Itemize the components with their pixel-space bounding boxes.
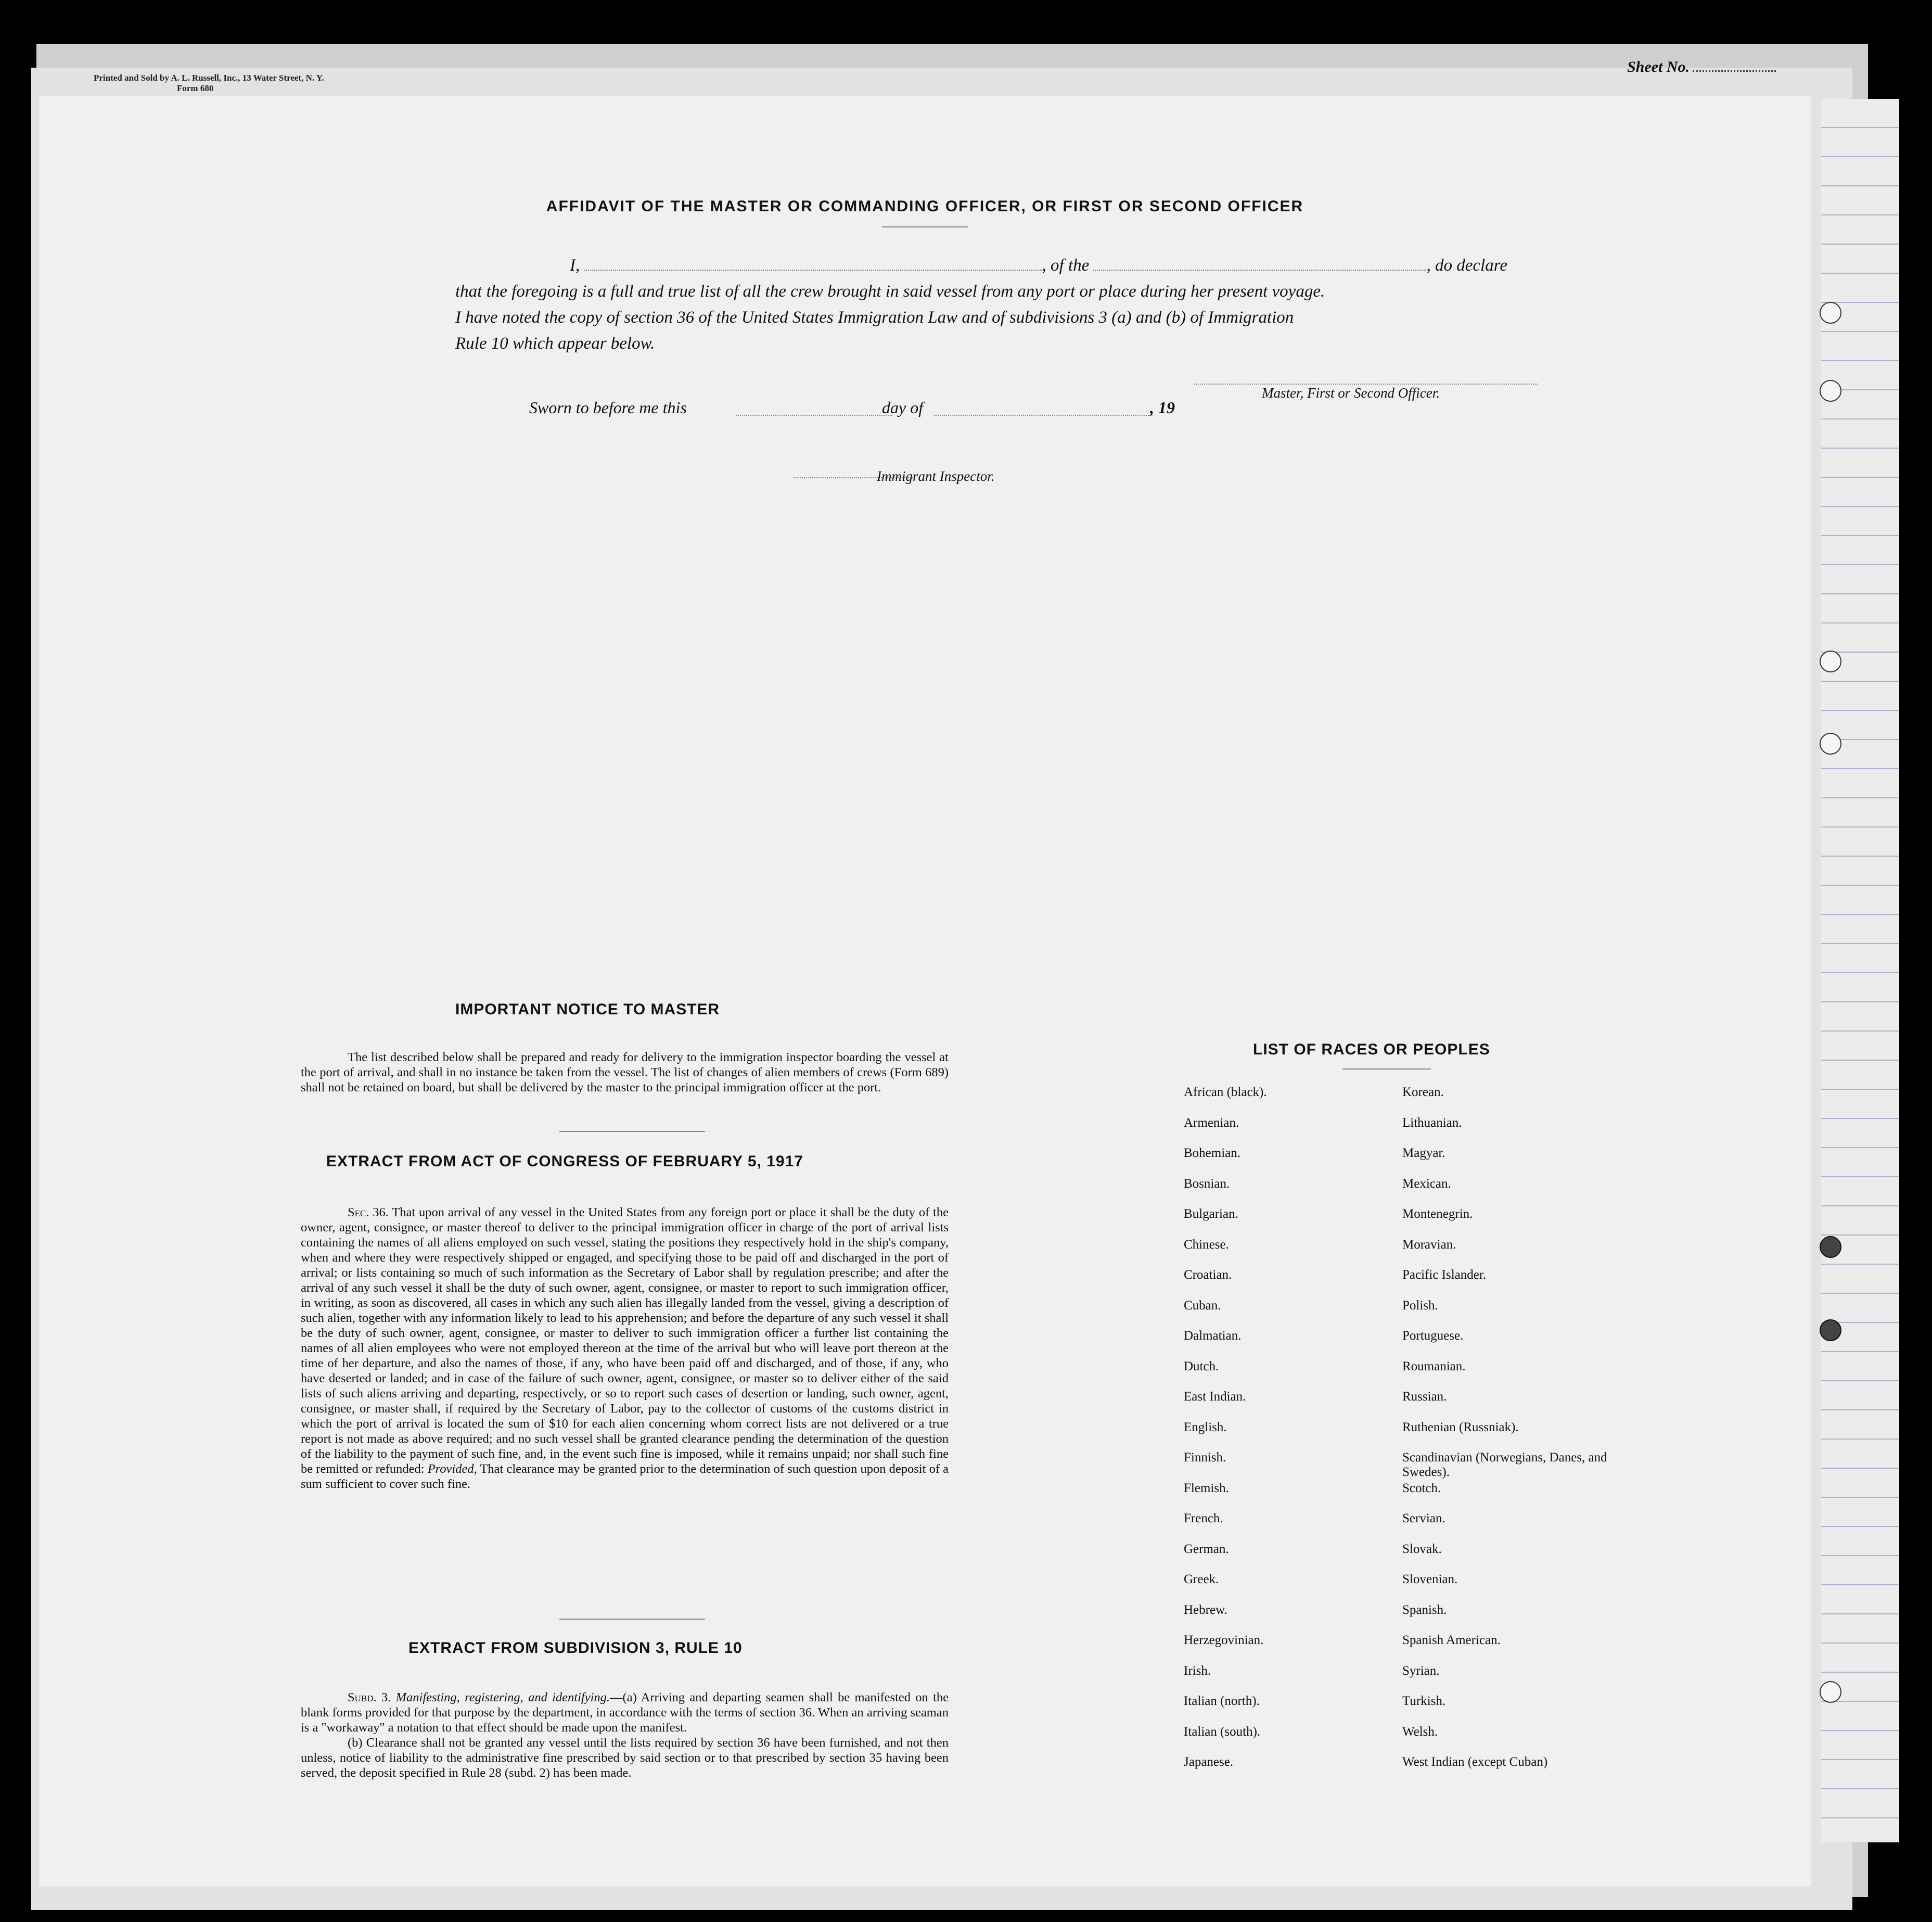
race-item: Syrian. (1402, 1663, 1440, 1678)
notice-text (301, 1050, 949, 1095)
sheet-number-label: Sheet No. (1627, 58, 1690, 75)
races-divider (1342, 1068, 1431, 1070)
race-item: Finnish. (1184, 1450, 1226, 1465)
declarant-name-blank (584, 255, 1042, 271)
race-item: Japanese. (1184, 1755, 1234, 1769)
race-item: Russian. (1402, 1390, 1447, 1404)
rule-para-b: (b) Clearance shall not be granted any vessel until the lists required by section 36 have been furnished, and not then unless, notice of liability to the administrative fine prescribed by said section or to that prescribed by section 35 having been served, the deposit specified in Rule 28 (subd. 2) has been made. (301, 1736, 949, 1780)
race-item: Greek. (1184, 1572, 1219, 1586)
race-item: Welsh. (1402, 1724, 1438, 1739)
act-extract-text (301, 1205, 949, 1492)
binder-hole (1820, 1319, 1841, 1341)
act-extract-title: EXTRACT FROM ACT OF CONGRESS OF FEBRUARY 5, 1917 (326, 1153, 803, 1170)
rule-para-a-text: —(a) Arriving and departing seamen shall be manifested on the blank forms provided for that purpose by the department, in accordance with the terms of section 36. When an arriving seaman is a "workaway" a notation to that effect should be made upon the manifest. (301, 1690, 949, 1735)
race-item: Moravian. (1402, 1237, 1456, 1252)
affidavit-line-4: Rule 10 which appear below. (455, 334, 655, 353)
printer-imprint (94, 73, 324, 94)
notice-divider (559, 1131, 705, 1132)
race-item: Korean. (1402, 1085, 1444, 1099)
race-item: Irish. (1184, 1663, 1211, 1678)
inspector-label: Immigrant Inspector. (877, 468, 995, 484)
race-item: Scandinavian (Norwegians, Danes, and Swedes). (1402, 1450, 1607, 1479)
race-item: Scotch. (1402, 1481, 1441, 1495)
binder-hole (1820, 1236, 1841, 1258)
race-item: Herzegovinian. (1184, 1633, 1264, 1647)
master-signature-label: Master, First or Second Officer. (1262, 385, 1440, 401)
proviso-label: Provided, (427, 1462, 477, 1476)
master-signature-line (1194, 384, 1538, 385)
sworn-month-blank (934, 415, 1153, 416)
ruled-sheet-edge (1821, 99, 1899, 1842)
race-item: Servian. (1402, 1511, 1445, 1525)
races-right-column (1402, 1085, 1642, 1786)
binder-hole (1820, 733, 1841, 755)
race-item: African (black). (1184, 1085, 1267, 1099)
race-item: Bohemian. (1184, 1146, 1241, 1160)
race-item: Slovenian. (1402, 1572, 1458, 1586)
race-item: French. (1184, 1511, 1223, 1525)
sheet-number-blank (1693, 70, 1776, 72)
rule-extract-title: EXTRACT FROM SUBDIVISION 3, RULE 10 (408, 1639, 743, 1657)
race-item: Croatian. (1184, 1268, 1232, 1282)
race-item: Portuguese. (1402, 1329, 1464, 1343)
affidavit-page (39, 96, 1811, 1887)
race-item: Spanish. (1402, 1602, 1447, 1617)
race-item: Pacific Islander. (1402, 1268, 1487, 1282)
race-item: Ruthenian (Russniak). (1402, 1420, 1519, 1434)
race-item: Mexican. (1402, 1176, 1451, 1191)
race-item: Roumanian. (1402, 1359, 1466, 1373)
subdivision-label: Subd. 3. (348, 1690, 391, 1704)
section-36-text: That upon arrival of any vessel in the United States from any foreign port or place it shall be the duty of the owner, agent, consignee, or master thereof to deliver to the principal immigration officer in charge of the port of arrival lists containing the names of all aliens employed on such vessel, stating the positions they respectively hold in the ship's company, when and where they were respectively shipped or engaged, and specifying those to be paid off and discharged in the port of arrival; or lists containing so much of such information as the Secretary of Labor shall by regulation prescribe; and after the arrival of any such vessel it shall be the duty of such owner, agent, consignee, or master to report to such immigration officer, in writing, as soon as discovered, all cases in which any such alien has illegally landed from the vessel, giving a description of such alien, together with any information likely to lead to his apprehension; and before the departure of any such vessel it shall be the duty of such owner, agent, consignee, or master to deliver to such immigration officer a further list containing the names of all alien employees who were not employed thereon at the time of the arrival but who will leave port thereon at the time of her departure, and also the names of those, if any, who have been paid off and discharged, and of those, if any, who have deserted or landed; and in case of the failure of such owner, agent, consignee, or master so to deliver either of the said lists of such aliens arriving and departing, respectively, or so to report such cases of desertion or landing, such owner, agent, consignee, or master shall, if required by the Secretary of Labor, pay to the collector of customs of the customs district in which the port of arrival is located the sum of $10 for each alien concerning whom correct lists are not delivered or a true report is not made as above required; and no such vessel shall be granted clearance pending the determination of the question of the liability to the payment of such fine, and, in the event such fine is imposed, while it remains unpaid; nor shall such fine be remitted or refunded: (301, 1205, 949, 1476)
race-item: Cuban. (1184, 1298, 1221, 1313)
rule-para-a (301, 1690, 949, 1735)
race-item: Chinese. (1184, 1237, 1229, 1252)
subdivision-heading: Manifesting, registering, and identifying. (395, 1690, 610, 1704)
race-item: Spanish American. (1402, 1633, 1501, 1647)
binder-hole (1820, 1681, 1841, 1703)
race-item: German. (1184, 1542, 1229, 1556)
race-item: Slovak. (1402, 1542, 1442, 1556)
vessel-name-blank (1093, 255, 1426, 271)
races-left-column (1184, 1085, 1423, 1786)
section-label: Sec. 36. (348, 1205, 389, 1219)
race-item: Hebrew. (1184, 1602, 1227, 1617)
rule-extract-text (301, 1690, 949, 1780)
race-item: Armenian. (1184, 1115, 1239, 1130)
proviso-text: That clearance may be granted prior to the determination of such question upon deposit of a sum sufficient to cover such fine. (301, 1462, 949, 1491)
race-item: Lithuanian. (1402, 1115, 1462, 1130)
do-declare-label: , do declare (1426, 256, 1507, 275)
race-item: Magyar. (1402, 1146, 1445, 1160)
race-item: Dutch. (1184, 1359, 1219, 1373)
race-item: Italian (north). (1184, 1694, 1260, 1708)
affidavit-title: AFFIDAVIT OF THE MASTER OR COMMANDING OFFICER, OR FIRST OR SECOND OFFICER (546, 198, 1304, 215)
affidavit-line-3: I have noted the copy of section 36 of the United States Immigration Law and of subdivisions 3 (a) and (b) of Immigration (455, 308, 1294, 327)
of-the-label: , of the (1042, 256, 1090, 275)
notice-paragraph: The list described below shall be prepared and ready for delivery to the immigration inspector boarding the vessel at the port of arrival, and shall in no instance be taken from the vessel. The list of changes of alien members of crews (Form 689) shall not be retained on board, but shall be delivered by the master to the principal immigration officer at the port. (301, 1050, 949, 1094)
title-divider (882, 226, 968, 227)
sworn-label: Sworn to before me this (529, 398, 687, 417)
notice-title: IMPORTANT NOTICE TO MASTER (455, 1001, 720, 1018)
race-item: Bosnian. (1184, 1176, 1230, 1191)
binder-hole (1820, 302, 1841, 324)
year-label: , 19 (1150, 398, 1175, 417)
act-divider (559, 1619, 705, 1620)
race-item: East Indian. (1184, 1390, 1246, 1404)
sheet-number-field (1627, 58, 1776, 76)
act-extract-paragraph (301, 1205, 949, 1492)
form-number: Form 680 (177, 83, 214, 93)
race-item: Italian (south). (1184, 1724, 1261, 1739)
race-item: Polish. (1402, 1298, 1438, 1313)
race-item: Dalmatian. (1184, 1329, 1242, 1343)
binder-hole (1820, 651, 1841, 672)
race-item: Bulgarian. (1184, 1207, 1238, 1221)
affidavit-line-1 (455, 252, 1543, 278)
binder-hole (1820, 380, 1841, 402)
affidavit-line-2: that the foregoing is a full and true list of all the crew brought in said vessel from any port or place during her present voyage. (455, 282, 1325, 301)
affidavit-body (455, 252, 1543, 357)
race-item: West Indian (except Cuban) (1402, 1755, 1548, 1769)
sworn-day-blank (736, 415, 892, 416)
race-item: Montenegrin. (1402, 1207, 1473, 1221)
race-item: Flemish. (1184, 1481, 1229, 1495)
race-item: Turkish. (1402, 1694, 1446, 1708)
declarant-prefix: I, (570, 256, 580, 275)
race-item: English. (1184, 1420, 1227, 1434)
races-title: LIST OF RACES OR PEOPLES (1253, 1041, 1490, 1058)
day-of-label: day of (882, 398, 924, 417)
printer-line: Printed and Sold by A. L. Russell, Inc., 13 Water Street, N. Y. (94, 73, 324, 83)
